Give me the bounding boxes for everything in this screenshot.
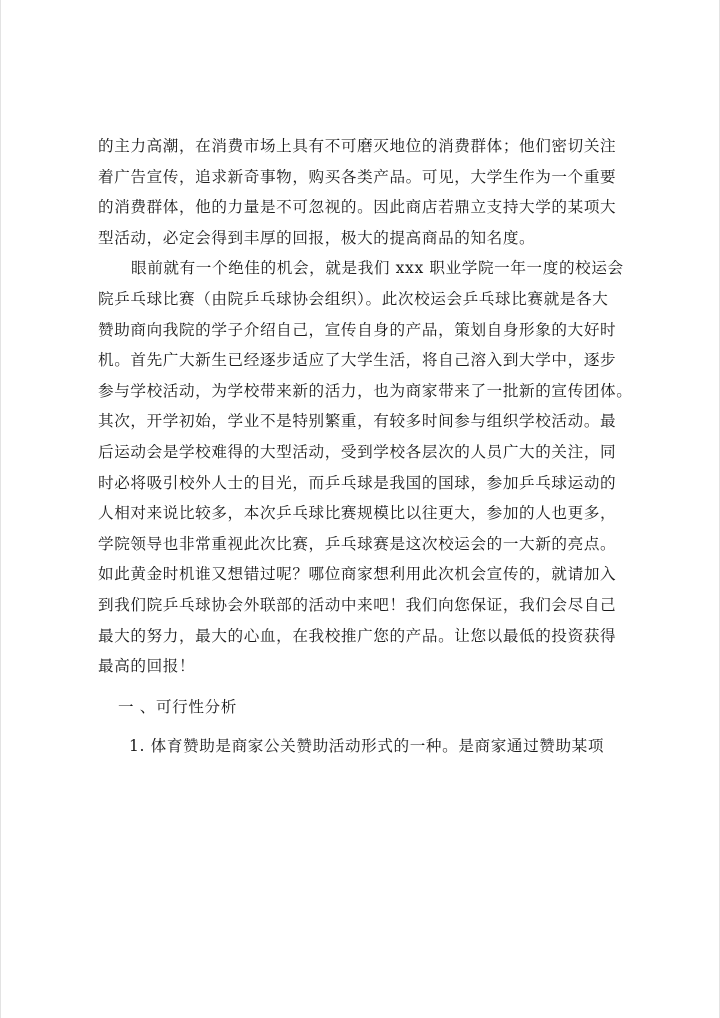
paragraph-line: 参与学校活动，为学校带来新的活力，也为商家带来了一批新的宣传团体。 bbox=[98, 381, 633, 400]
paragraph-line: 最高的回报！ bbox=[98, 657, 196, 676]
paragraph-line: 最大的努力，最大的心血，在我校推广您的产品。让您以最低的投资获得 bbox=[98, 626, 617, 645]
section-heading: 一 、可行性分析 bbox=[118, 697, 237, 716]
paragraph-line: 院乒乓球比赛（由院乒乓球协会组织）。此次校运会乒乓球比赛就是各大 bbox=[98, 289, 609, 308]
paragraph-line: 后运动会是学校难得的大型活动，受到学校各层次的人员广大的关注，同 bbox=[98, 442, 617, 461]
paragraph-line: 着广告宣传，追求新奇事物，购买各类产品。可见，大学生作为一个重要 bbox=[98, 167, 617, 186]
paragraph-line: 时必将吸引校外人士的目光，而乒乓球是我国的国球，参加乒乓球运动的 bbox=[98, 473, 617, 492]
paragraph-line: 学院领导也非常重视此次比赛，乒乓球赛是这次校运会的一大新的亮点。 bbox=[98, 534, 617, 553]
paragraph-line: 机。首先广大新生已经逐步适应了大学生活，将自己溶入到大学中，逐步 bbox=[98, 351, 617, 370]
paragraph-line: 眼前就有一个绝佳的机会，就是我们 xxx 职业学院一年一度的校运会 bbox=[131, 259, 624, 278]
paragraph-line: 如此黄金时机谁又想错过呢？哪位商家想利用此次机会宣传的，就请加入 bbox=[98, 565, 617, 584]
paragraph-line: 人相对来说比较多，本次乒乓球比赛规模比以往更大，参加的人也更多， bbox=[98, 504, 617, 523]
paragraph-line: 赞助商向我院的学子介绍自己，宣传自身的产品，策划自身形象的大好时 bbox=[98, 320, 617, 339]
paragraph-line: 型活动，必定会得到丰厚的回报，极大的提高商品的知名度。 bbox=[98, 228, 536, 247]
list-item: 1. 体育赞助是商家公关赞助活动形式的一种。是商家通过赞助某项 bbox=[129, 737, 605, 756]
paragraph-line: 的主力高潮，在消费市场上具有不可磨灭地位的消费群体；他们密切关注 bbox=[98, 137, 617, 155]
paragraph-line: 其次，开学初始，学业不是特别繁重，有较多时间参与组织学校活动。最 bbox=[98, 412, 617, 431]
paragraph-line: 到我们院乒乓球协会外联部的活动中来吧！我们向您保证，我们会尽自己 bbox=[98, 595, 617, 614]
document-body bbox=[98, 131, 633, 762]
paragraph-line: 的消费群体，他的力量是不可忽视的。因此商店若鼎立支持大学的某项大 bbox=[98, 198, 617, 217]
